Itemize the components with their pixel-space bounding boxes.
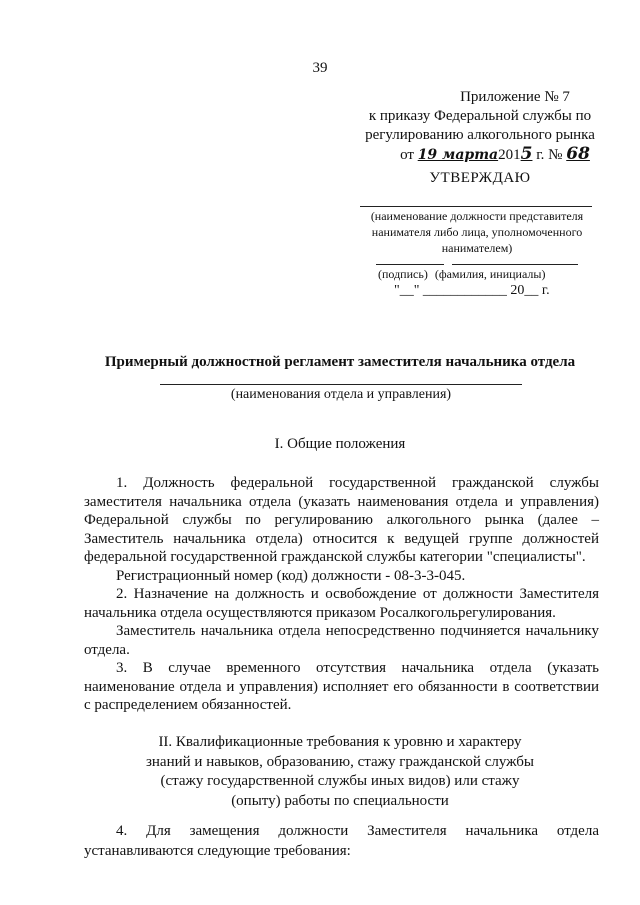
paragraph-2: 2. Назначение на должность и освобождение от должности Заместителя начальника отдела осуществляются приказом Росалкогольрегулирования. — [84, 586, 599, 621]
paragraph-4-line2: устанавливаются следующие требования: — [84, 843, 351, 859]
name-line — [452, 264, 578, 265]
section2-body — [84, 821, 599, 861]
section2-heading — [120, 733, 560, 811]
appendix-order-ref: к приказу Федеральной службы по — [368, 108, 592, 124]
section2-heading-line2: знаний и навыков, образованию, стажу гражданской службы — [145, 753, 535, 770]
number-label: г. № — [536, 147, 563, 163]
section2-heading-line1: II. Квалификационные требования к уровню и характеру — [158, 734, 522, 750]
name-caption: (фамилия, инициалы) — [434, 267, 546, 281]
section1-body — [84, 474, 599, 715]
approve-date-line: "__" ____________ 20__ г. — [394, 283, 550, 298]
paragraph-1: 1. Должность федеральной государственной гражданской службы заместителя начальника отдела (указать наименования отдела и управления) Федеральной службы по регулированию алкогольного рынка (далее – Заместитель начальника отдела) относится к ведущей группе должностей федеральной государственной гражданской службы категории "специалисты". — [84, 475, 599, 565]
position-line — [360, 206, 592, 207]
date-prefix: от — [400, 147, 414, 163]
paragraph-reg-number: Регистрационный номер (код) должности - 08-3-3-045. — [116, 567, 466, 584]
appendix-title: Приложение № 7 — [460, 89, 570, 105]
section2-heading-line3: (стажу государственной службы иных видов) или стажу — [160, 773, 520, 789]
year-printed: 201 — [498, 147, 521, 163]
position-caption: (наименование должности представителя нанимателя либо лица, уполномоченного нанимателем) — [370, 209, 584, 255]
signature-caption: (подпись) — [378, 267, 428, 281]
year-digit-handwritten: 5 — [520, 144, 533, 164]
signature-caption-row — [378, 266, 598, 282]
order-number-handwritten: 68 — [566, 144, 590, 164]
document-title: Примерный должностной регламент заместителя начальника отдела — [104, 354, 576, 370]
appendix-date-line — [345, 145, 615, 165]
page-number: 39 — [312, 60, 328, 76]
paragraph-subordination: Заместитель начальника отдела непосредственно подчиняется начальнику отдела. — [84, 623, 599, 658]
section2-heading-line4: (опыту) работы по специальности — [231, 792, 449, 809]
appendix-block — [345, 88, 615, 165]
department-caption: (наименования отдела и управления) — [230, 387, 452, 402]
section1-heading: I. Общие положения — [274, 436, 406, 452]
paragraph-4-line1: 4. Для замещения должности Заместителя начальника отдела — [116, 823, 599, 839]
paragraph-3: 3. В случае временного отсутствия начальника отдела (указать наименование отдела и управления) исполняет его обязанности в соответствии с распределением обязанностей. — [84, 660, 599, 713]
signature-line — [376, 264, 444, 265]
date-day-handwritten: 19 марта — [417, 147, 499, 163]
approve-heading: УТВЕРЖДАЮ — [429, 170, 531, 186]
appendix-agency: регулированию алкогольного рынка — [365, 127, 595, 143]
department-line — [160, 384, 522, 385]
